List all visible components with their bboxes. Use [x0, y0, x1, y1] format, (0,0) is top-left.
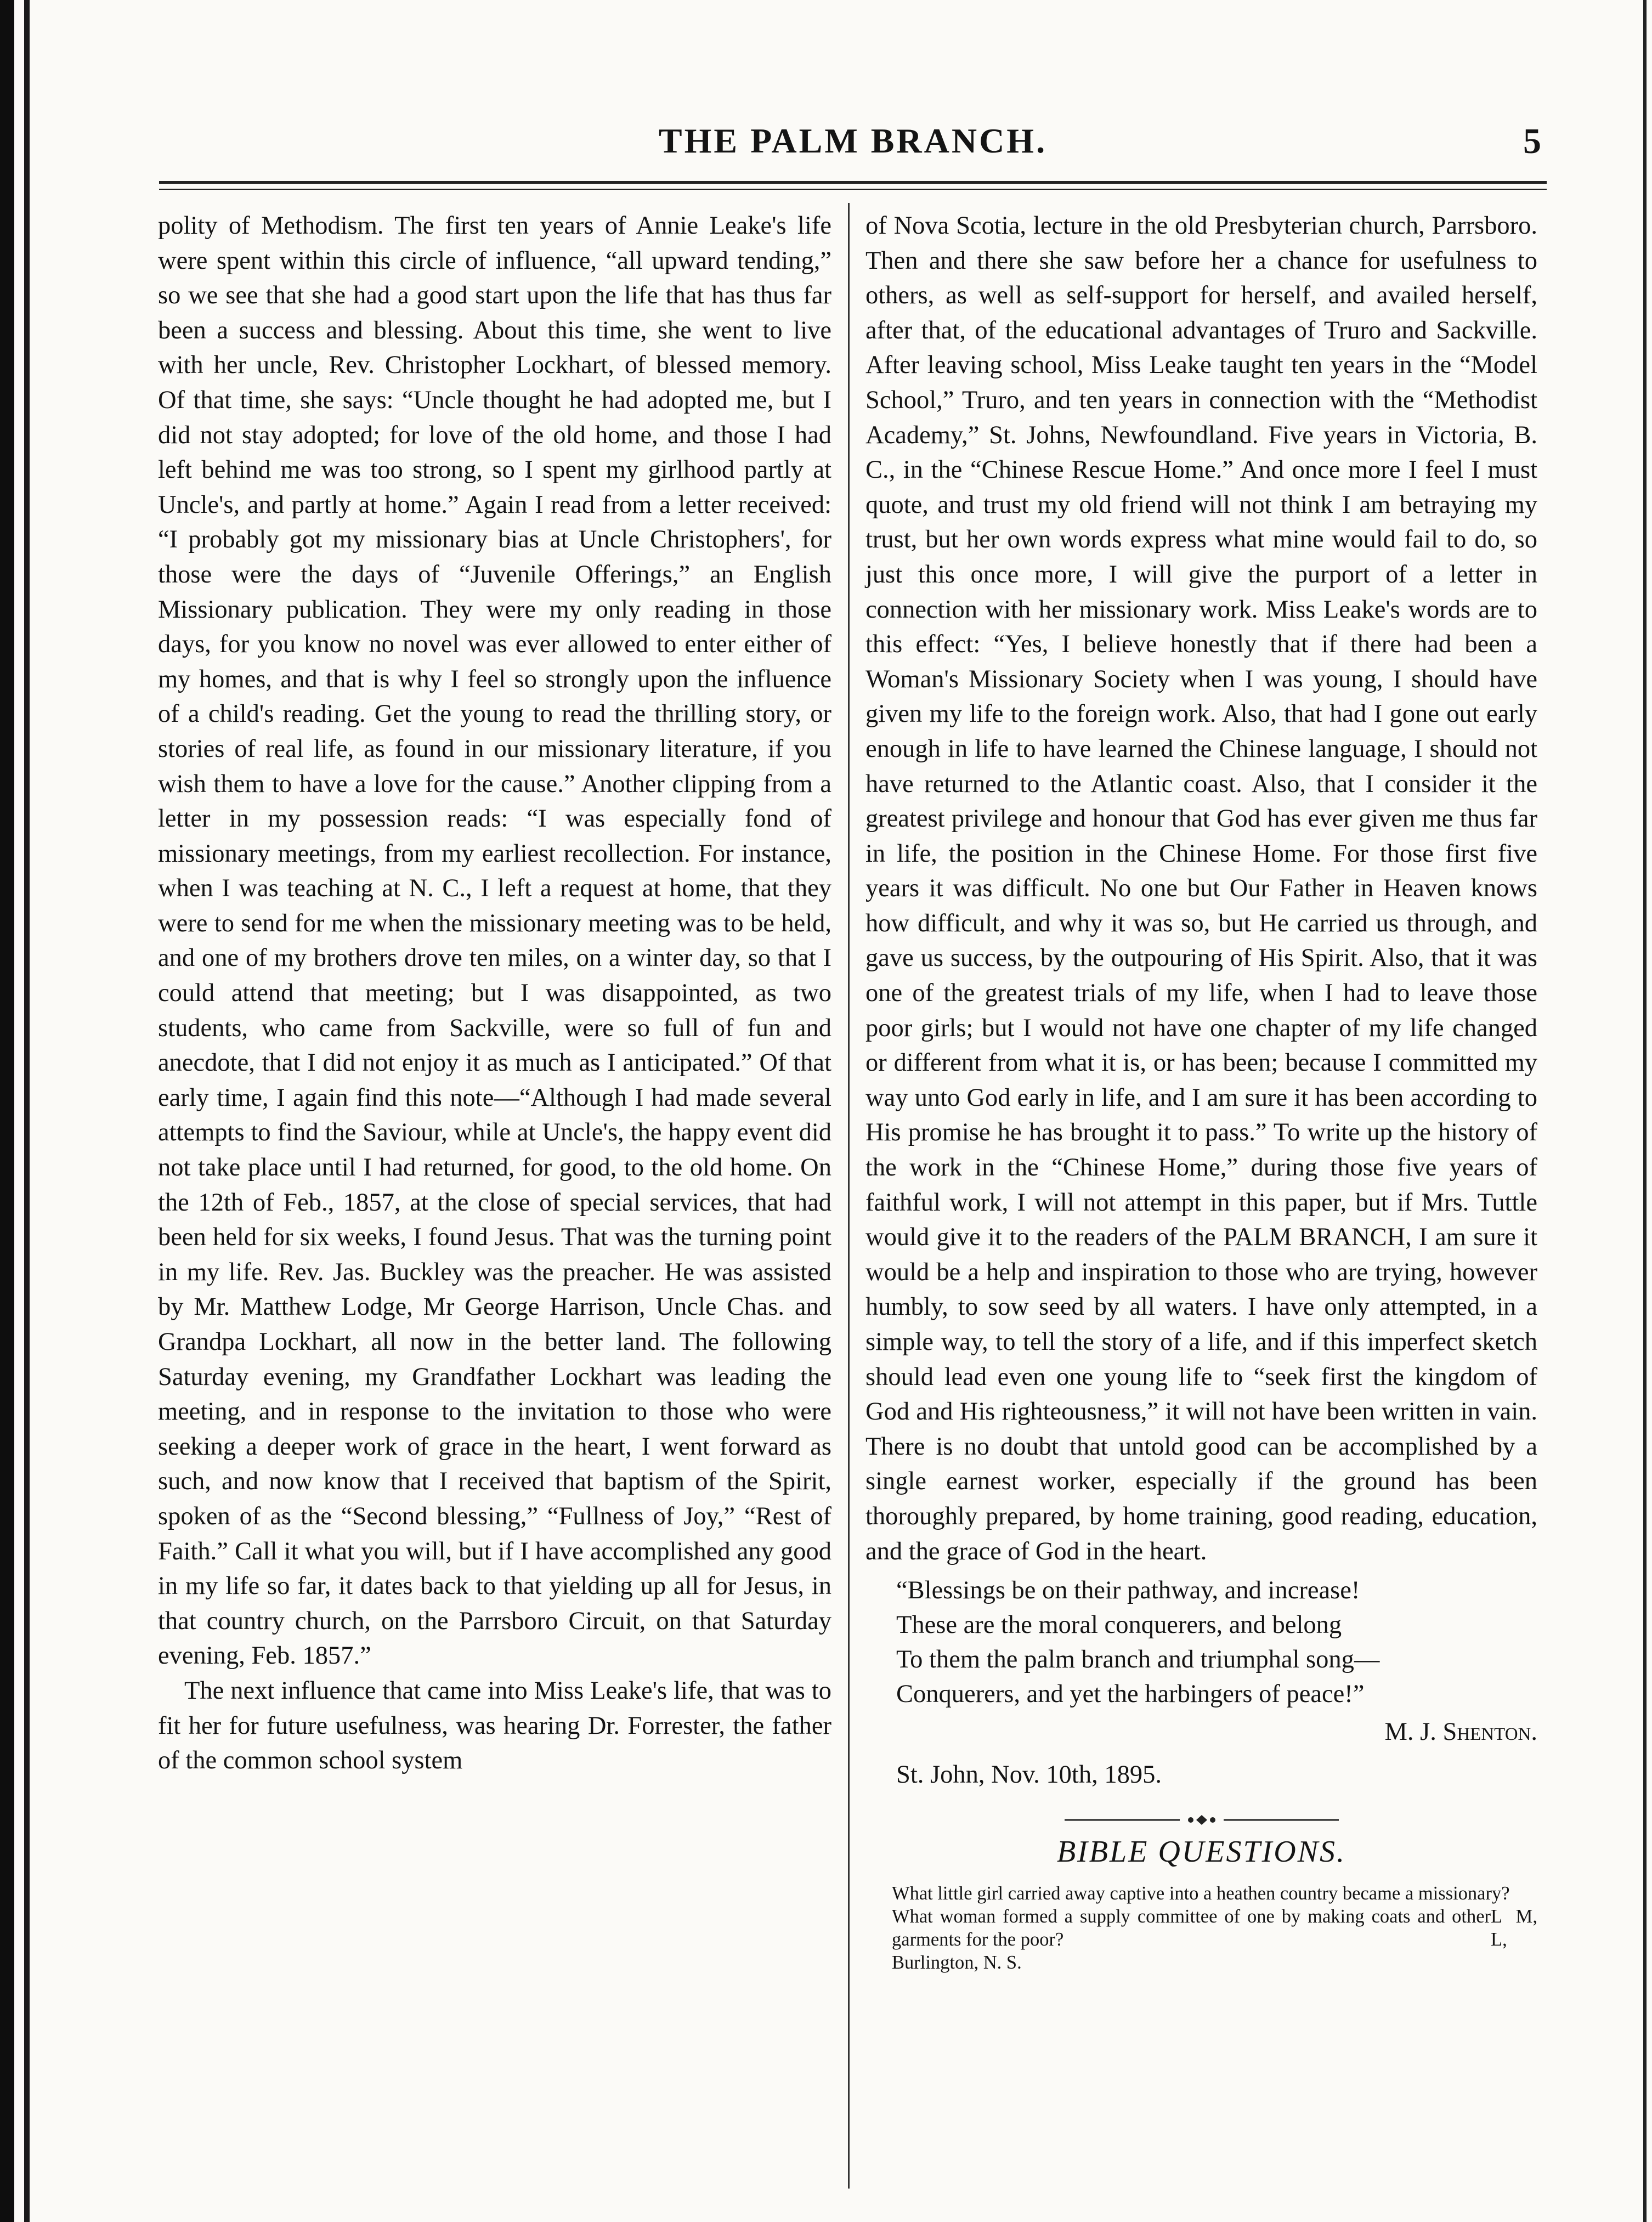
page-title: THE PALM BRANCH. [658, 121, 1048, 160]
page-header [159, 121, 1547, 181]
header-rule-thin [159, 189, 1547, 190]
bible-questions [865, 1882, 1537, 1974]
column-divider [848, 203, 850, 2189]
section-title: BIBLE QUESTIONS. [1056, 1835, 1347, 1869]
left-column [158, 208, 831, 1778]
question-initials: L M, L, [1491, 1906, 1537, 1950]
question-place: Burlington, N. S. [892, 1952, 1022, 1973]
question-item: What woman formed a supply committee of one by making coats and other garments for the poor? [892, 1906, 1491, 1950]
poem-line: Conquerers, and yet the harbingers of peace!” [896, 1680, 1365, 1709]
right-paragraph-1: of Nova Scotia, lecture in the old Presbyterian church, Parrsboro. Then and there she saw before her a chance for usefulness to others, as well as self-support for herself, and availed herself, after that, of the educational advantages of Truro and Sackville. After leaving school, Miss Leake taught ten years in the “Model School,” Truro, and ten years in connection with the “Methodist Academy,” St. Johns, Newfoundland. Five years in Victoria, B. C., in the “Chinese Rescue Home.” And once more I feel I must quote, and trust my old friend will not think I am betraying my trust, but her own words express what mine would fail to do, so just this once more, I will give the purport of a letter in connection with her missionary work. Miss Leake's words are to this effect: “Yes, I believe honestly that if there had been a Woman's Missionary Society when I was young, I should have given my life to the foreign work. Also, that had I gone out early enough in life to have learned the Chinese language, I should not have returned to the Atlantic coast. Also, that I consider it the greatest privilege and honour that God has ever given me thus far in life, the position in the Chinese Home. For those first five years it was difficult. No one but Our Father in Heaven knows how difficult, and why it was so, but He carried us through, and gave us success, by the outpouring of His Spirit. Also, that it was one of the greatest trials of my life, when I had to leave those poor girls; but I would not have one chapter of my life changed or different from what it is, or has been; because I committed my way unto God early in life, and I am sure it has been according to His promise he has brought it to pass.” To write up the history of the work in the “Chinese Home,” during those five years of faithful work, I will not attempt in this paper, but if Mrs. Tuttle would give it to the readers of the PALM BRANCH, I am sure it would be a help and inspiration to those who are trying, however humbly, to sow seed by all waters. I have only attempted, in a simple way, to tell the story of a life, and if this imperfect sketch should lead even one young life to “seek first the kingdom of God and His righteousness,” it will not have been written in vain. There is no doubt that untold good can be accomplished by a single earnest worker, especially if the ground has been thoroughly prepared, by home training, good reading, education, and the grace of God in the heart. [865, 212, 1537, 1565]
dateline: St. John, Nov. 10th, 1895. [896, 1760, 1162, 1789]
question-item: What little girl carried away captive into a heathen country became a missionary? [892, 1882, 1510, 1904]
right-column [865, 208, 1537, 1974]
poem-line: “Blessings be on their pathway, and increase! [896, 1576, 1360, 1605]
binding-edge-shadow [24, 0, 30, 2222]
poem-line: To them the palm branch and triumphal song— [896, 1646, 1380, 1674]
binding-edge [0, 0, 14, 2222]
page-edge [1643, 0, 1647, 2222]
left-paragraph-1: polity of Methodism. The first ten years of Annie Leake's life were spent within this circle of influence, “all upward tending,” so we see that she had a good start upon the life that has thus far been a success and blessing. About this time, she went to live with her uncle, Rev. Christopher Lockhart, of blessed memory. Of that time, she says: “Uncle thought he had adopted me, but I did not stay adopted; for love of the old home, and those I had left behind me was too strong, so I spent my girlhood partly at Uncle's, and partly at home.” Again I read from a letter received: “I probably got my missionary bias at Uncle Christophers', for those were the days of “Juvenile Offerings,” an English Missionary publication. They were my only reading in those days, for you know no novel was ever allowed to enter either of my homes, and that is why I feel so strongly upon the influence of a child's reading. Get the young to read the thrilling story, or stories of real life, as found in our missionary literature, if you wish them to have a love for the cause.” Another clipping from a letter in my possession reads: “I was especially fond of missionary meetings, from my earliest recollection. For instance, when I was teaching at N. C., I left a request at home, that they were to send for me when the missionary meeting was to be held, and one of my brothers drove ten miles, on a winter day, so that I could attend that meeting; but I was disappointed, as two students, who came from Sackville, were so full of fun and anecdote, that I did not enjoy it as much as I anticipated.” Of that early time, I again find this note—“Although I had made several attempts to find the Saviour, while at Uncle's, the happy event did not take place until I had returned, for good, to the old home. On the 12th of Feb., 1857, at the close of special services, that had been held for six weeks, I found Jesus. That was the turning point in my life. Rev. Jas. Buckley was the preacher. He was assisted by Mr. Matthew Lodge, Mr George Harrison, Uncle Chas. and Grandpa Lockhart, all now in the better land. The following Saturday evening, my Grandfather Lockhart was leading the meeting, and in response to the invitation to those who were seeking a deeper work of grace in the heart, I went forward as such, and now know that I received that baptism of the Spirit, spoken of as the “Second blessing,” “Fullness of Joy,” “Rest of Faith.” Call it what you will, but if I have accomplished any good in my life so far, it dates back to that yielding up all for Jesus, in that country church, on the Parrsboro Circuit, on that Saturday evening, Feb. 1857.” [158, 212, 831, 1670]
page-number: 5 [1523, 121, 1541, 161]
poem-line: These are the moral conquerers, and belong [896, 1611, 1342, 1639]
header-rule [159, 181, 1547, 184]
poem [896, 1573, 1537, 1711]
author-signature: M. J. Shenton. [1384, 1718, 1537, 1746]
left-paragraph-2: The next influence that came into Miss Leake's life, that was to fit her for future usefulness, was hearing Dr. Forrester, the father of the common school system [158, 1676, 831, 1775]
ornament-divider [1059, 1812, 1344, 1828]
